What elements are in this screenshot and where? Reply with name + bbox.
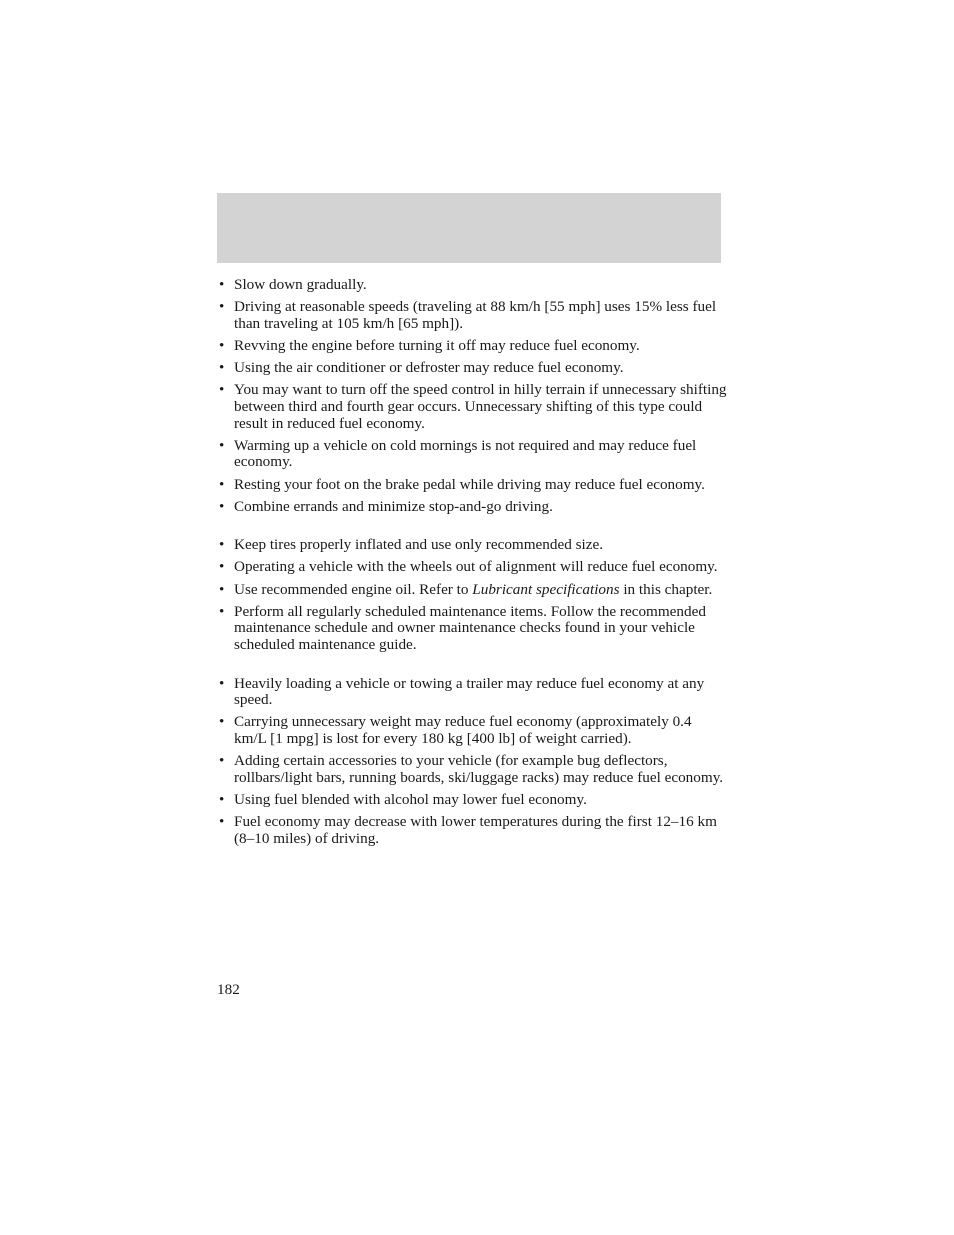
list-item: • Use recommended engine oil. Refer to Lubricant specifications in this chapter. bbox=[219, 580, 713, 598]
list-item: • Slow down gradually. bbox=[219, 276, 367, 293]
list-item: • Using the air conditioner or defroster may reduce fuel economy. bbox=[219, 359, 624, 377]
list-item: • Adding certain accessories to your vehicle (for example bug deflectors, rollbars/light bars, running boards, ski/luggage racks) may reduce fuel economy. bbox=[219, 752, 724, 786]
maintenance-list bbox=[217, 537, 727, 653]
bullet: • bbox=[219, 790, 225, 808]
list-item: • Resting your foot on the brake pedal while driving may reduce fuel economy. bbox=[219, 475, 705, 493]
list-item: • Fuel economy may decrease with lower temperatures during the first 12–16 km (8–10 miles) of driving. bbox=[219, 813, 717, 847]
conditions-list bbox=[217, 676, 727, 848]
bullet: • bbox=[219, 558, 225, 576]
list-item: • You may want to turn off the speed control in hilly terrain if unnecessary shifting between third and fourth gear occurs. Unnecessary shifting of this type could result in reduced fuel economy. bbox=[219, 381, 727, 432]
list-item: • Perform all regularly scheduled maintenance items. Follow the recommended maintenance schedule and owner maintenance checks found in your vehicle scheduled maintenance guide. bbox=[219, 602, 706, 654]
list-item: • Using fuel blended with alcohol may lower fuel economy. bbox=[219, 790, 587, 808]
list-item: • Warming up a vehicle on cold mornings is not required and may reduce fuel economy. bbox=[219, 436, 697, 471]
bullet: • bbox=[219, 336, 225, 354]
bullet: • bbox=[219, 536, 225, 554]
page-content bbox=[217, 277, 727, 853]
bullet: • bbox=[219, 359, 225, 377]
list-item: • Carrying unnecessary weight may reduce fuel economy (approximately 0.4 km/L [1 mpg] is lost for every 180 kg [400 lb] of weight carried). bbox=[219, 713, 692, 747]
list-item: • Heavily loading a vehicle or towing a trailer may reduce fuel economy at any speed. bbox=[219, 674, 705, 709]
bullet: • bbox=[219, 602, 225, 620]
section-header-band bbox=[217, 193, 721, 263]
bullet: • bbox=[219, 752, 225, 770]
bullet: • bbox=[219, 580, 225, 598]
bullet: • bbox=[219, 497, 225, 515]
bullet: • bbox=[219, 381, 225, 399]
list-item: • Combine errands and minimize stop-and-go driving. bbox=[219, 497, 553, 515]
bullet: • bbox=[219, 713, 225, 731]
list-item: • Revving the engine before turning it off may reduce fuel economy. bbox=[219, 336, 640, 354]
list-item: • Keep tires properly inflated and use only recommended size. bbox=[219, 536, 604, 554]
bullet: • bbox=[219, 674, 225, 692]
bullet: • bbox=[219, 813, 225, 831]
bullet: • bbox=[219, 276, 225, 293]
cross-reference: Lubricant specifications bbox=[472, 580, 620, 598]
page-number: 182 bbox=[217, 981, 240, 998]
bullet: • bbox=[219, 298, 225, 316]
bullet: • bbox=[219, 475, 225, 493]
bullet: • bbox=[219, 436, 225, 454]
list-item: • Operating a vehicle with the wheels out of alignment will reduce fuel economy. bbox=[219, 558, 718, 576]
list-item: • Driving at reasonable speeds (traveling at 88 km/h [55 mph] uses 15% less fuel than traveling at 105 km/h [65 mph]). bbox=[219, 298, 717, 332]
driving-habits-list bbox=[217, 277, 727, 515]
